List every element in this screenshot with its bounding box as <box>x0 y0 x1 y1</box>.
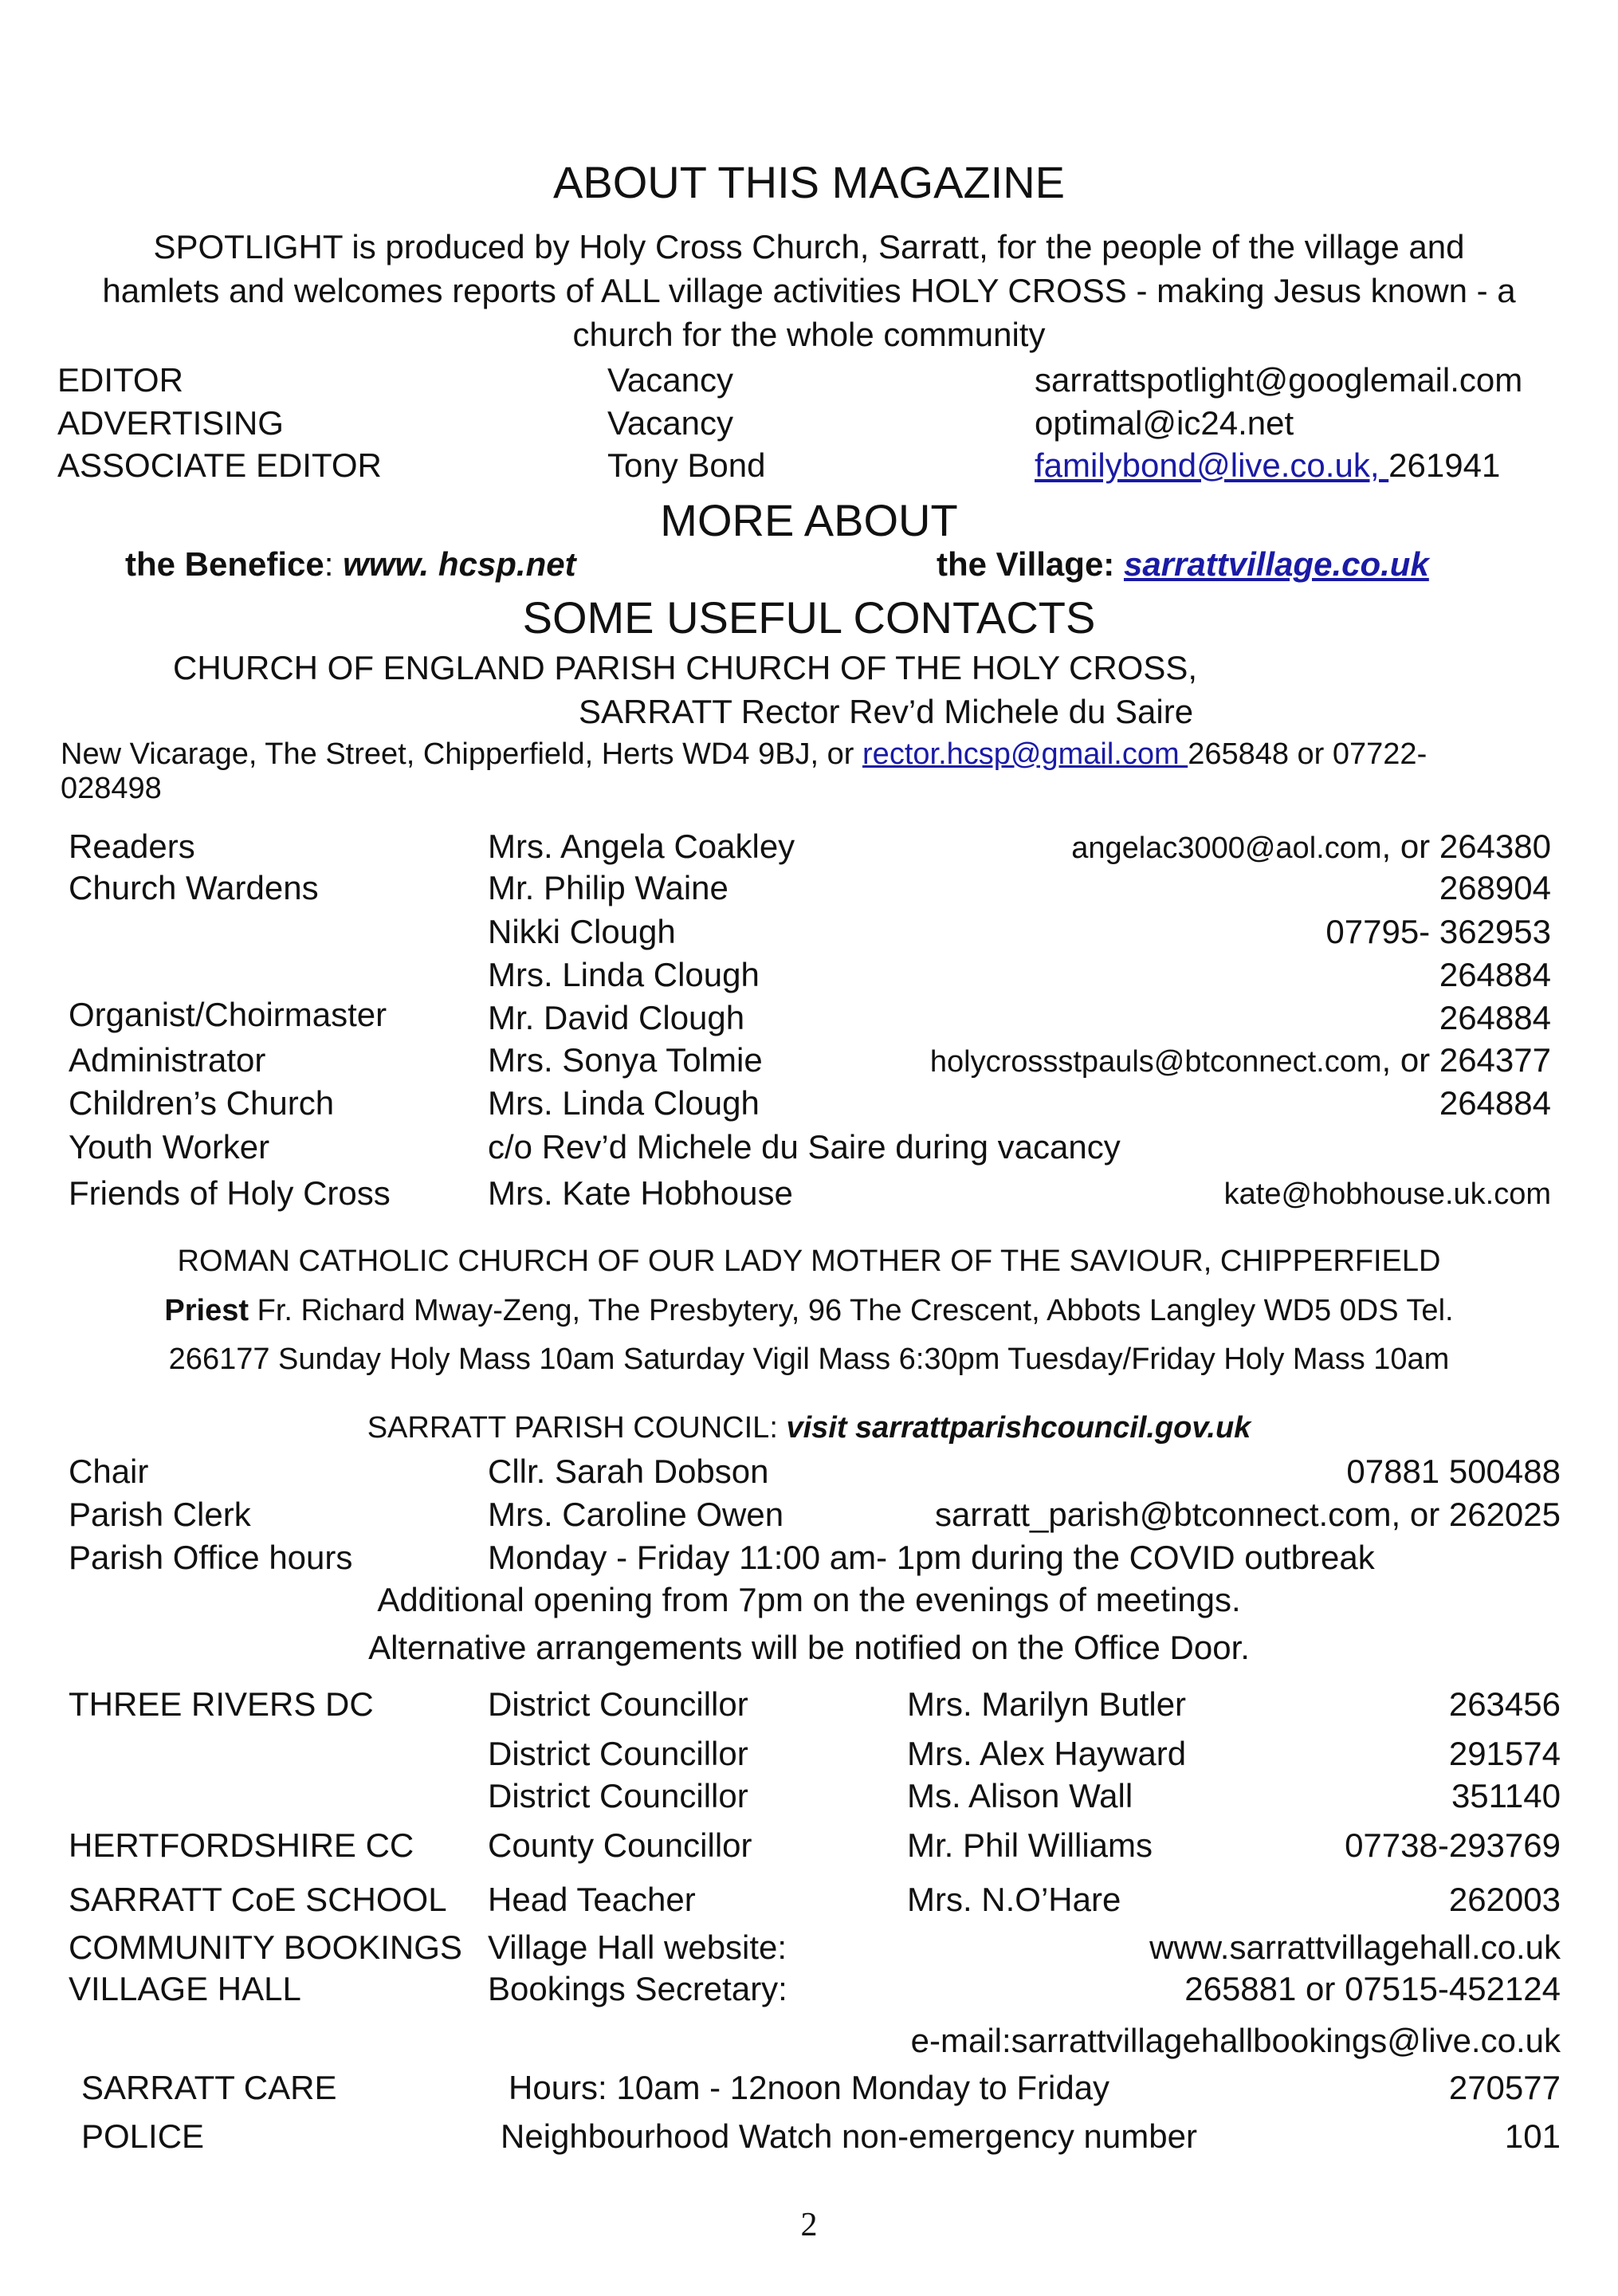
local-role: Head Teacher <box>488 1881 696 1918</box>
page-number: 2 <box>800 2207 818 2243</box>
rc-mass-times: 266177 Sunday Holy Mass 10am Saturday Vigil Mass 6:30pm Tuesday/Friday Holy Mass 10am <box>168 1343 1450 1376</box>
benefice-colon: : <box>324 545 344 583</box>
local-name: Mr. Phil Williams <box>907 1826 1153 1864</box>
council-role: Parish Office hours <box>69 1539 353 1576</box>
church-contact <box>1071 828 1551 866</box>
contacts-title: SOME USEFUL CONTACTS <box>522 592 1096 643</box>
associate-editor-phone: 261941 <box>1388 446 1501 484</box>
benefice-label: the Benefice <box>125 545 324 583</box>
church-contact: 264884 <box>1439 956 1551 993</box>
church-role: Church Wardens <box>69 869 319 906</box>
staff-contact: optimal@ic24.net <box>1035 404 1294 442</box>
church-name: Mrs. Sonya Tolmie <box>488 1041 763 1079</box>
bookings-email: e-mail:sarrattvillagehallbookings@live.co.uk <box>910 2022 1561 2059</box>
bookings-label: Village Hall website: <box>488 1928 787 1966</box>
council-contact: sarratt_parish@btconnect.com, or 262025 <box>934 1496 1561 1533</box>
village-line <box>937 545 1429 584</box>
council-name: Monday - Friday 11:00 am- 1pm during the COVID outbreak <box>488 1539 1375 1576</box>
rector-email-link[interactable]: rector.hcsp@gmail.com <box>862 737 1188 771</box>
council-title-line <box>0 1411 1618 1445</box>
local-name: Ms. Alison Wall <box>907 1777 1133 1814</box>
church-contact: 264884 <box>1439 999 1551 1036</box>
administrator-email: holycrossstpauls@btconnect.com <box>929 1045 1382 1079</box>
village-label: the Village: <box>937 545 1124 583</box>
police-org: POLICE <box>81 2117 205 2155</box>
benefice-url: www. hcsp.net <box>343 545 576 583</box>
staff-contact <box>1035 446 1500 485</box>
local-org: THREE RIVERS DC <box>69 1685 374 1723</box>
local-name: Mrs. N.O’Hare <box>907 1881 1121 1918</box>
police-phone: 101 <box>1504 2117 1561 2155</box>
administrator-phone: , or 264377 <box>1381 1041 1551 1079</box>
local-phone: 07738-293769 <box>1345 1826 1561 1864</box>
rc-priest-label: Priest <box>164 1294 249 1327</box>
church-name: Mrs. Kate Hobhouse <box>488 1174 793 1212</box>
local-phone: 262003 <box>1448 1881 1561 1918</box>
council-note-2: Alternative arrangements will be notified on the Office Door. <box>368 1629 1250 1666</box>
local-org: SARRATT CoE SCHOOL <box>69 1881 447 1918</box>
church-contact: 268904 <box>1439 869 1551 906</box>
council-website: visit sarrattparishcouncil.gov.uk <box>786 1411 1251 1445</box>
council-role: Parish Clerk <box>69 1496 251 1533</box>
local-name: Mrs. Marilyn Butler <box>907 1685 1187 1723</box>
care-phone: 270577 <box>1448 2069 1561 2106</box>
church-name: c/o Rev’d Michele du Saire during vacancy <box>488 1128 1121 1166</box>
church-contact <box>930 1041 1551 1079</box>
village-url-link[interactable]: sarrattvillage.co.uk <box>1123 545 1429 583</box>
bookings-org: COMMUNITY BOOKINGS <box>69 1928 462 1966</box>
church-role: Friends of Holy Cross <box>69 1174 391 1212</box>
council-note-1: Additional opening from 7pm on the evenings of meetings. <box>377 1581 1241 1618</box>
about-intro-line-2: hamlets and welcomes reports of ALL village activities HOLY CROSS - making Jesus known - a <box>102 272 1516 309</box>
council-name: Mrs. Caroline Owen <box>488 1496 784 1533</box>
staff-role: ADVERTISING <box>57 404 284 442</box>
church-role: Children’s Church <box>69 1084 335 1122</box>
church-contact: 264884 <box>1439 1084 1551 1122</box>
local-role: District Councillor <box>488 1685 748 1723</box>
council-role: Chair <box>69 1453 149 1490</box>
council-title: SARRATT PARISH COUNCIL: <box>367 1411 787 1445</box>
bookings-secretary-phone: 265881 or 07515-452124 <box>1184 1970 1561 2007</box>
staff-name: Vacancy <box>607 404 733 442</box>
about-intro-line-3: church for the whole community <box>572 316 1046 353</box>
staff-role: ASSOCIATE EDITOR <box>57 446 382 484</box>
church-role: Organist/Choirmaster <box>69 996 387 1033</box>
church-name: Mrs. Linda Clough <box>488 1084 760 1122</box>
bookings-label: Bookings Secretary: <box>488 1970 787 2007</box>
rc-priest-line <box>0 1294 1618 1328</box>
rc-church-title: ROMAN CATHOLIC CHURCH OF OUR LADY MOTHER OF THE SAVIOUR, CHIPPERFIELD <box>177 1244 1441 1278</box>
police-detail: Neighbourhood Watch non-emergency number <box>501 2117 1197 2155</box>
local-phone: 351140 <box>1451 1777 1561 1814</box>
staff-contact: sarrattspotlight@googlemail.com <box>1035 361 1523 399</box>
rc-priest-details: Fr. Richard Mway-Zeng, The Presbytery, 96 The Crescent, Abbots Langley WD5 0DS Tel. <box>249 1294 1454 1327</box>
local-org: HERTFORDSHIRE CC <box>69 1826 414 1864</box>
church-contact: kate@hobhouse.uk.com <box>1223 1177 1551 1211</box>
church-contact: 07795- 362953 <box>1325 913 1551 950</box>
bookings-org: VILLAGE HALL <box>69 1970 301 2007</box>
staff-name: Vacancy <box>607 361 733 399</box>
more-about-title: MORE ABOUT <box>660 495 958 545</box>
local-role: County Councillor <box>488 1826 752 1864</box>
church-name: Mr. Philip Waine <box>488 869 728 906</box>
coe-church-line-1: CHURCH OF ENGLAND PARISH CHURCH OF THE HOLY CROSS, <box>173 649 1198 686</box>
about-intro-line-1: SPOTLIGHT is produced by Holy Cross Church, Sarratt, for the people of the village and <box>153 228 1465 265</box>
care-hours: Hours: 10am - 12noon Monday to Friday <box>509 2069 1110 2106</box>
readers-phone: , or 264380 <box>1381 828 1551 865</box>
church-role: Administrator <box>69 1041 266 1079</box>
benefice-line <box>125 545 576 584</box>
about-title: ABOUT THIS MAGAZINE <box>552 157 1066 207</box>
church-role: Readers <box>69 828 195 865</box>
church-name: Nikki Clough <box>488 913 676 950</box>
vicarage-phone-continued: 028498 <box>61 772 162 805</box>
staff-role: EDITOR <box>57 361 183 399</box>
church-name: Mr. David Clough <box>488 999 745 1036</box>
council-contact: 07881 500488 <box>1346 1453 1561 1490</box>
local-phone: 291574 <box>1448 1735 1561 1772</box>
local-phone: 263456 <box>1448 1685 1561 1723</box>
council-name: Cllr. Sarah Dobson <box>488 1453 769 1490</box>
associate-editor-email-link[interactable]: familybond@live.co.uk, <box>1035 446 1389 484</box>
vicarage-address <box>61 737 1427 772</box>
vicarage-phone: 265848 or 07722- <box>1188 737 1428 771</box>
church-role: Youth Worker <box>69 1128 270 1166</box>
coe-church-line-2: SARRATT Rector Rev’d Michele du Saire <box>579 693 1194 730</box>
local-name: Mrs. Alex Hayward <box>907 1735 1187 1772</box>
staff-name: Tony Bond <box>607 446 766 484</box>
village-hall-website: www.sarrattvillagehall.co.uk <box>1149 1928 1561 1966</box>
local-role: District Councillor <box>488 1777 748 1814</box>
church-name: Mrs. Angela Coakley <box>488 828 795 865</box>
local-role: District Councillor <box>488 1735 748 1772</box>
vicarage-address-text: New Vicarage, The Street, Chipperfield, Herts WD4 9BJ, or <box>61 737 863 771</box>
church-name: Mrs. Linda Clough <box>488 956 760 993</box>
readers-email: angelac3000@aol.com <box>1071 832 1382 865</box>
care-org: SARRATT CARE <box>81 2069 337 2106</box>
